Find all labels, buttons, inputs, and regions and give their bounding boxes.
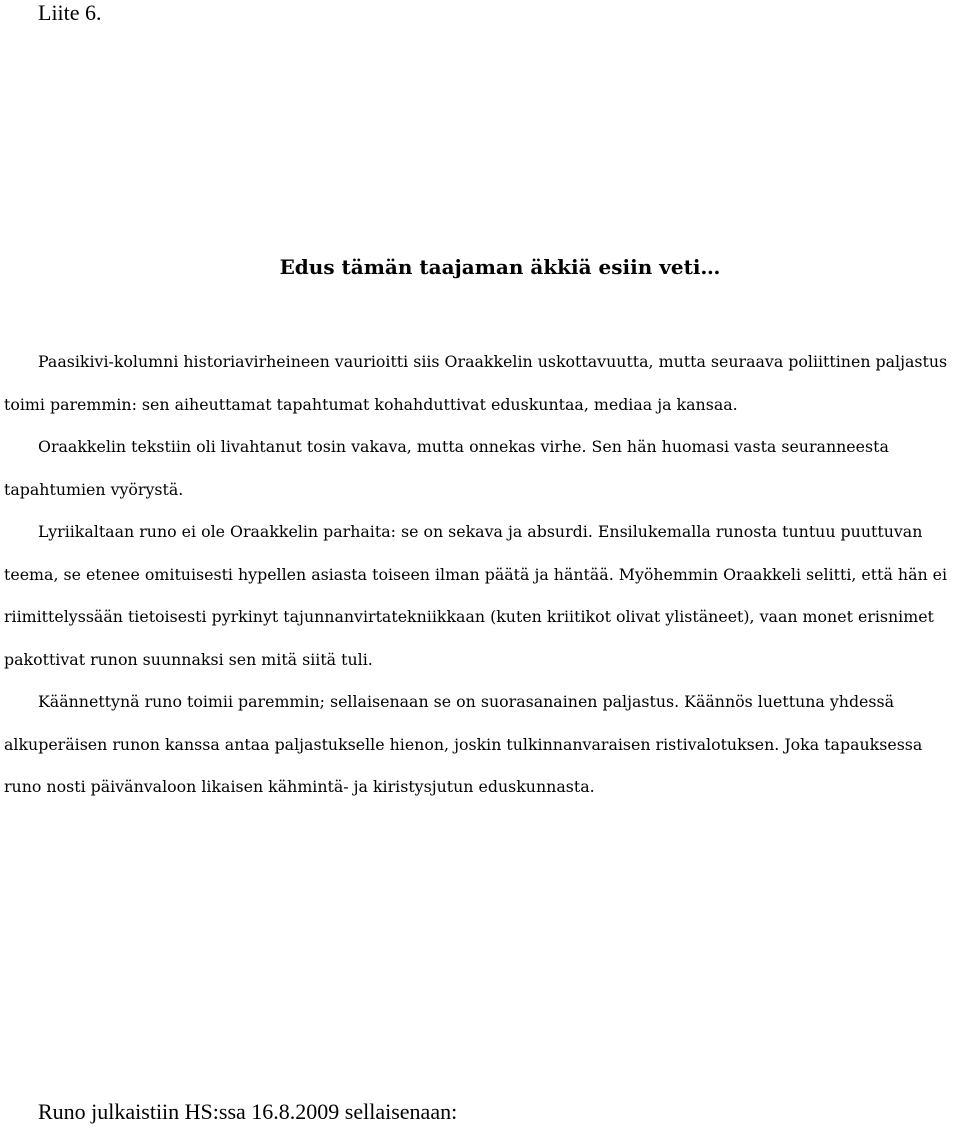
annex-label: Liite 6.	[38, 0, 102, 25]
paragraph: Lyriikaltaan runo ei ole Oraakkelin parhaita: se on sekava ja absurdi. Ensilukemalla runosta tuntuu puuttuvan teema, se etenee omituisesti hypellen asiasta toiseen ilman päätä ja häntää. Myöhemmin Oraakkeli selitti, että hän ei riimittelyssään tietoisesti pyrkinyt tajunnanvirtatekniikkaan (kuten kriitikot olivat ylistäneet), vaan monet erisnimet pakottivat runon suunnaksi sen mitä siitä tuli.	[4, 522, 948, 669]
body-text	[4, 341, 960, 809]
paragraph: Oraakkelin tekstiin oli livahtanut tosin vakava, mutta onnekas virhe. Sen hän huomasi vasta seuranneesta tapahtumien vyörystä.	[4, 437, 889, 499]
paragraph: Käännettynä runo toimii paremmin; sellaisenaan se on suorasanainen paljastus. Käännös luettuna yhdessä alkuperäisen runon kanssa antaa paljastukselle hienon, joskin tulkinnanvaraisen ristivalotuksen. Joka tapauksessa runo nosti päivänvaloon likaisen kähmintä- ja kiristysjutun eduskunnasta.	[4, 692, 923, 796]
document-title: Edus tämän taajaman äkkiä esiin veti…	[279, 255, 721, 279]
paragraph: Paasikivi-kolumni historiavirheineen vaurioitti siis Oraakkelin uskottavuutta, mutta seuraava poliittinen paljastus toimi paremmin: sen aiheuttamat tapahtumat kohahduttivat eduskuntaa, mediaa ja kansaa.	[4, 352, 948, 414]
closing-line: Runo julkaistiin HS:ssa 16.8.2009 sellaisenaan:	[38, 1099, 458, 1124]
